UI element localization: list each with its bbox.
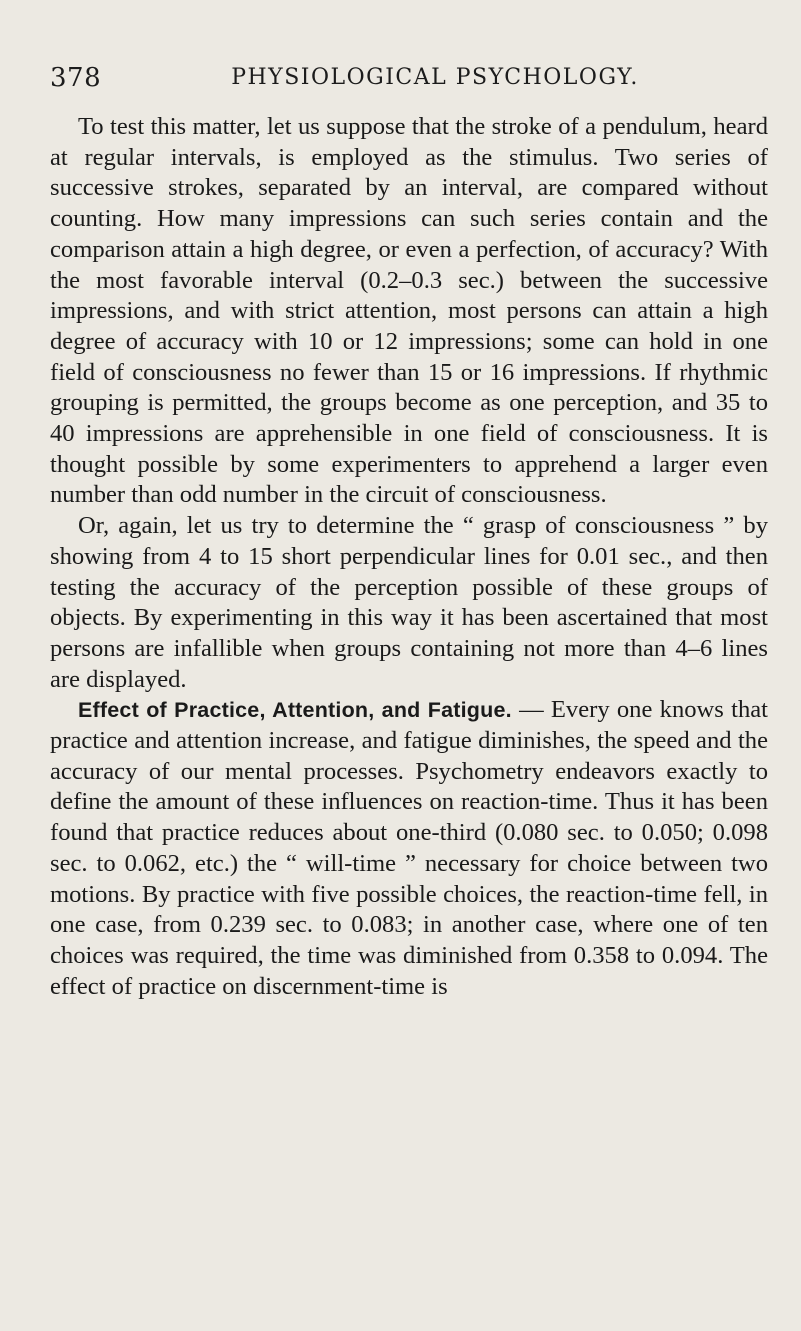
running-head: PHYSIOLOGICAL PSYCHOLOGY. (231, 65, 639, 90)
page-header (50, 58, 770, 98)
paragraph-practice-fatigue (50, 695, 768, 1002)
body-text (50, 112, 768, 1002)
paragraph-grasp-of-consciousness: Or, again, let us try to determine the “ grasp of consciousness ” by showing from 4 to 15 short perpendicular lines for 0.01 sec., and then testing the accuracy of the perception possible of these groups of objects. By experimenting in this way it has been ascertained that most persons are infallible when groups containing not more than 4–6 lines are displayed. (50, 512, 768, 693)
paragraph-pendulum: To test this matter, let us suppose that the stroke of a pendulum, heard at regular intervals, is employed as the stimulus. Two series of successive strokes, separated by an interval, are compared without counting. How many impressions can such series contain and the comparison attain a high degree, or even a perfection, of accuracy? With the most favorable interval (0.2–0.3 sec.) between the successive impressions, and with strict attention, most persons can attain a high degree of accuracy with 10 or 12 impressions; some can hold in one field of consciousness no fewer than 15 or 16 impressions. If rhythmic grouping is permitted, the groups become as one perception, and 35 to 40 impressions are apprehensible in one field of consciousness. It is thought possible by some experimenters to apprehend a larger even number than odd number in the circuit of consciousness. (50, 113, 768, 509)
paragraph-text: — Every one knows that practice and attention increase, and fatigue diminishes, the speed and the accuracy of our mental processes. Psychometry endeavors exactly to define the amount of these influences on reaction-time. Thus it has been found that practice reduces about one-third (0.080 sec. to 0.050; 0.098 sec. to 0.062, etc.) the “ will-time ” necessary for choice between two motions. By practice with five possible choices, the reaction-time fell, in one case, from 0.239 sec. to 0.083; in another case, where one of ten choices was required, the time was diminished from 0.358 to 0.094. The effect of practice on discernment-time is (50, 696, 768, 1000)
page-number: 378 (50, 63, 102, 93)
section-heading: Effect of Practice, Attention, and Fatigue. (78, 698, 512, 723)
